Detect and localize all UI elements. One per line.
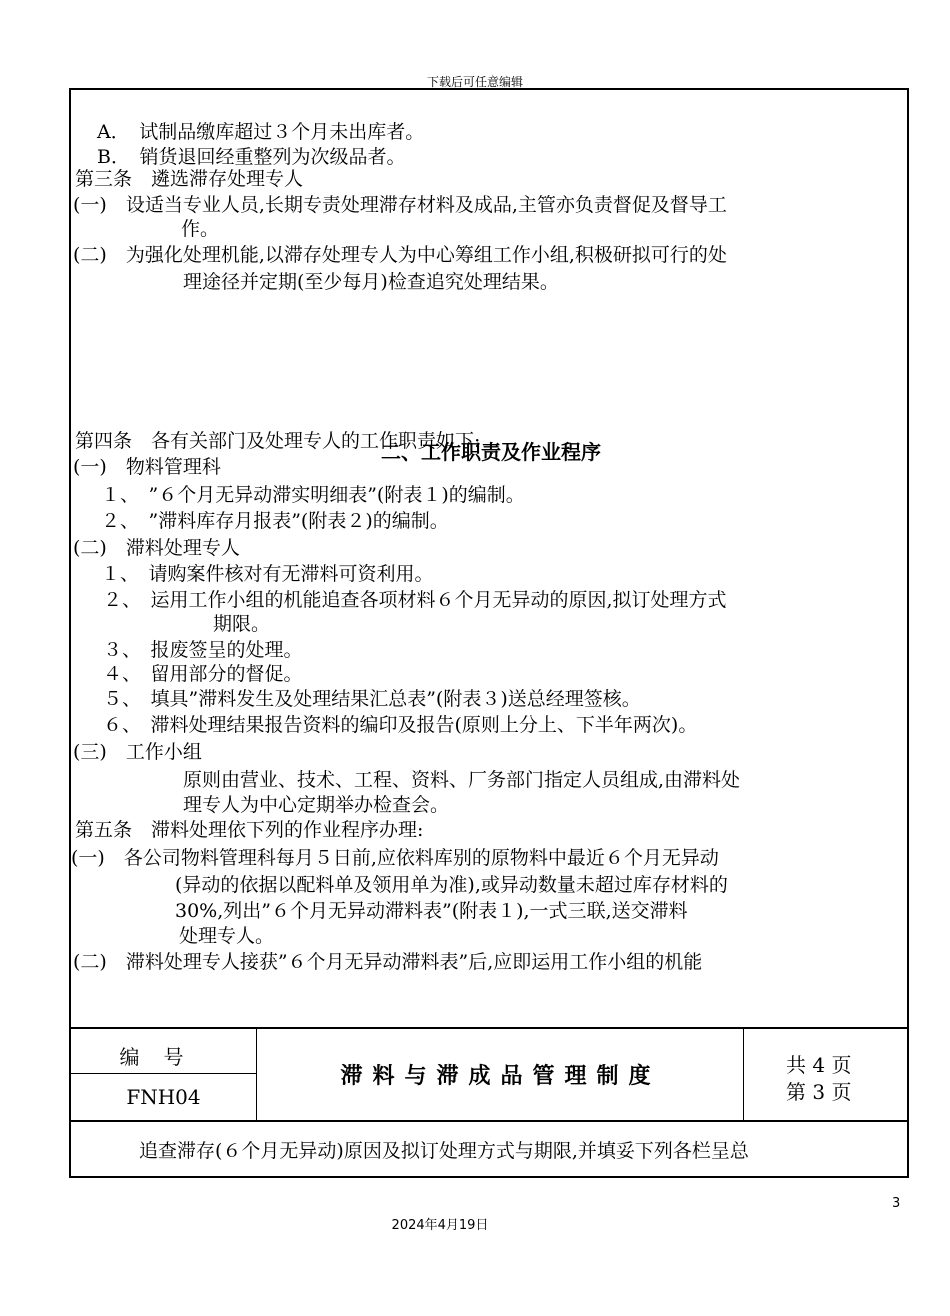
- text-line: ２、 运用工作小组的机能追查各项材料６个月无异动的原因,拟订处理方式: [103, 589, 727, 611]
- section-heading: 二、工作职责及作业程序: [381, 440, 601, 464]
- text-line: 第四条 各有关部门及处理专人的工作职责如下:: [75, 430, 481, 452]
- text-line: 理专人为中心定期举办检查会。: [183, 794, 450, 816]
- header-note: 下载后可任意编辑: [426, 75, 523, 89]
- text-line: B． 销货退回经重整列为次级品者。: [97, 146, 406, 168]
- text-line: 第三条 遴选滞存处理专人: [75, 168, 304, 190]
- text-line: 第五条 滞料处理依下列的作业程序办理:: [75, 819, 424, 841]
- text-line: ５、 填具”滞料发生及处理结果汇总表”(附表３)送总经理签核。: [103, 688, 641, 710]
- text-line: 原则由营业、技术、工程、资料、厂务部门指定人员组成,由滞料处: [183, 769, 741, 791]
- text-line: ２、 ”滞料库存月报表”(附表２)的编制。: [101, 510, 449, 532]
- text-line: １、 请购案件核对有无滞料可资利用。: [101, 563, 434, 585]
- text-line: 作。: [181, 218, 220, 240]
- text-line: １、 ”６个月无异动滞实明细表”(附表１)的编制。: [101, 484, 525, 506]
- trailing-text-line: 追查滞存(６个月无异动)原因及拟订处理方式与期限,并填妥下列各栏呈总: [139, 1140, 749, 1162]
- text-line: (一) 设适当专业人员,长期专责处理滞存材料及成品,主管亦负责督促及督导工: [73, 194, 727, 216]
- text-line: 期限。: [213, 613, 271, 635]
- text-line: (一) 各公司物料管理科每月５日前,应依料库别的原物料中最近６个月无异动: [71, 847, 719, 869]
- text-line: 处理专人。: [179, 925, 275, 947]
- text-line: (异动的依据以配料单及领用单为准),或异动数量未超过库存材料的: [175, 874, 728, 896]
- text-line: (一) 物料管理科: [73, 456, 221, 478]
- text-line: A． 试制品缴库超过３个月未出库者。: [97, 121, 425, 143]
- current-page: 第 3 页: [786, 1080, 852, 1104]
- document-title: 滞料与滞成品管理制度: [340, 1064, 661, 1089]
- text-line: 30%,列出”６个月无异动滞料表”(附表１),一式三联,送交滞料: [175, 900, 688, 922]
- text-line: (三) 工作小组: [73, 741, 202, 763]
- code-divider: [71, 1073, 256, 1074]
- text-line: ４、 留用部分的督促。: [103, 663, 303, 685]
- code-value: FNH04: [126, 1085, 201, 1109]
- document-frame: [69, 88, 909, 1178]
- cell-divider: [743, 1029, 744, 1120]
- text-line: (二) 为强化处理机能,以滞存处理专人为中心筹组工作小组,积极研拟可行的处: [73, 244, 727, 266]
- text-line: (二) 滞料处理专人接获”６个月无异动滞料表”后,应即运用工作小组的机能: [73, 951, 703, 973]
- footer-date: 2024年4月19日: [391, 1218, 489, 1233]
- text-line: ６、 滞料处理结果报告资料的编印及报告(原则上分上、下半年两次)。: [103, 714, 698, 736]
- text-line: 理途径并定期(至少每月)检查追究处理结果。: [183, 271, 559, 293]
- text-line: ３、 报废签呈的处理。: [103, 639, 303, 661]
- document-info-table: [71, 1027, 907, 1122]
- total-pages: 共 4 页: [786, 1053, 852, 1077]
- code-label: 编号: [119, 1045, 208, 1069]
- text-line: (二) 滞料处理专人: [73, 537, 240, 559]
- page-number: 3: [892, 1196, 901, 1211]
